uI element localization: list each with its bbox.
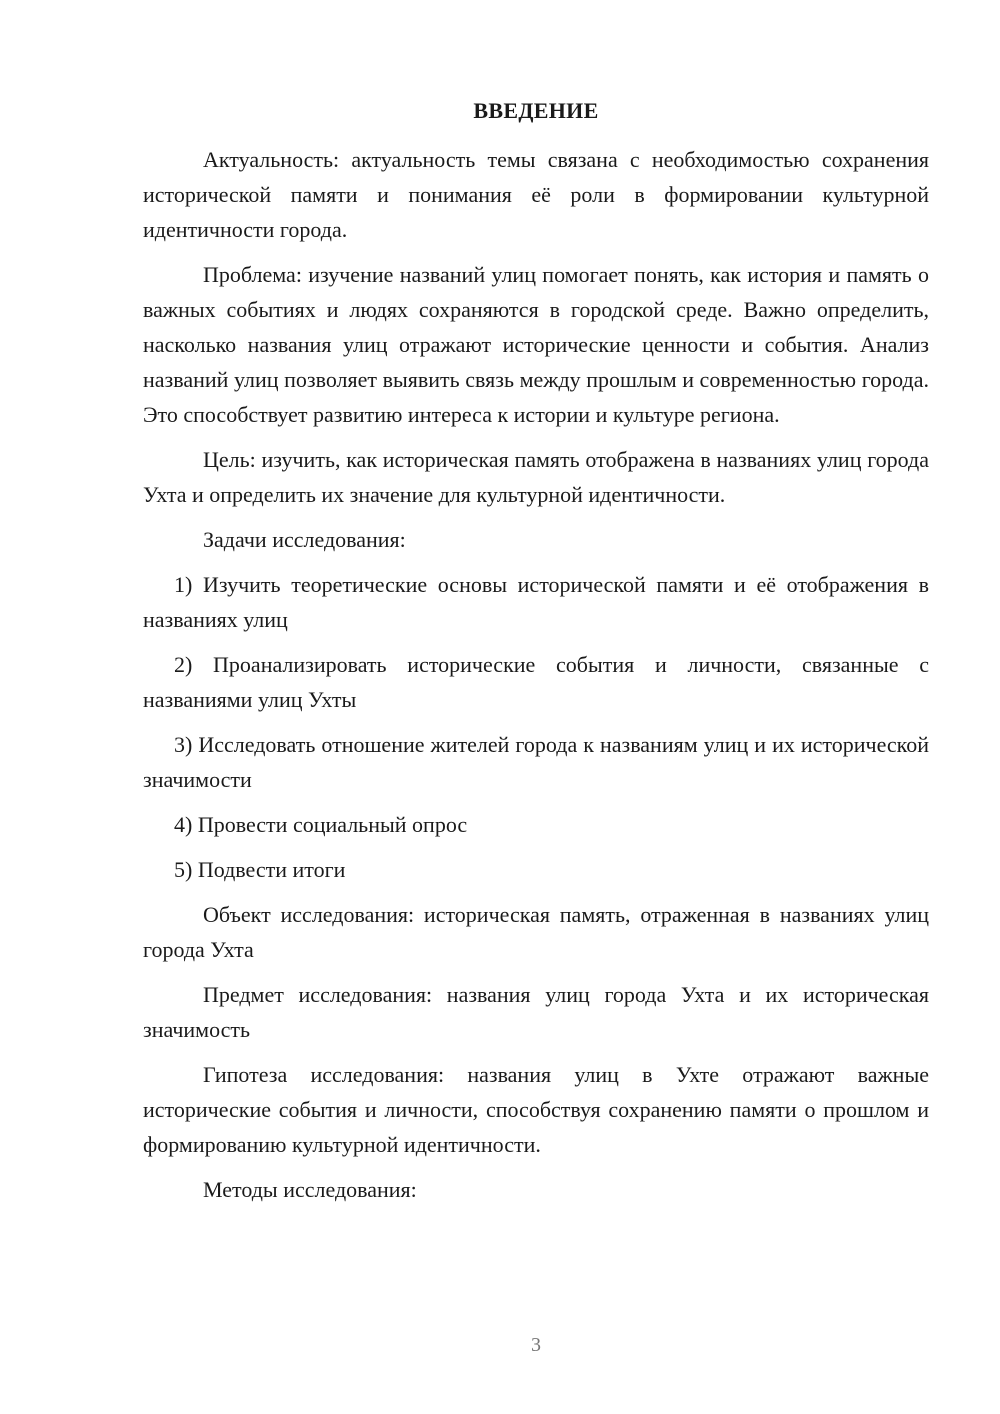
- task-item-1: 1) Изучить теоретические основы исторической памяти и её отображения в названиях улиц: [143, 572, 929, 632]
- subject-paragraph: Предмет исследования: названия улиц города Ухта и их историческая значимость: [143, 982, 929, 1042]
- problem-paragraph: Проблема: изучение названий улиц помогает понять, как история и память о важных событиях и людях сохраняются в городской среде. Важно определить, насколько названия улиц отражают исторические ценности и события. Анализ названий улиц позволяет выявить связь между прошлым и современностью города. Это способствует развитию интереса к истории и культуре региона.: [143, 262, 929, 427]
- methods-heading: Методы исследования:: [203, 1177, 417, 1202]
- tasks-heading: Задачи исследования:: [203, 527, 406, 552]
- object-paragraph: Объект исследования: историческая память, отраженная в названиях улиц города Ухта: [143, 902, 929, 962]
- page-number: 3: [531, 1334, 541, 1356]
- goal-paragraph: Цель: изучить, как историческая память отображена в названиях улиц города Ухта и определить их значение для культурной идентичности.: [143, 447, 929, 507]
- relevance-paragraph: Актуальность: актуальность темы связана с необходимостью сохранения исторической памяти и понимания её роли в формировании культурной идентичности города.: [143, 147, 929, 242]
- task-item-2: 2) Проанализировать исторические события и личности, связанные с названиями улиц Ухты: [143, 652, 929, 712]
- task-item-3: 3) Исследовать отношение жителей города к названиям улиц и их исторической значимости: [143, 732, 929, 792]
- task-item-4: 4) Провести социальный опрос: [174, 812, 468, 837]
- task-item-5: 5) Подвести итоги: [174, 857, 346, 882]
- hypothesis-paragraph: Гипотеза исследования: названия улиц в Ухте отражают важные исторические события и личности, способствуя сохранению памяти о прошлом и формированию культурной идентичности.: [143, 1062, 929, 1157]
- document-body: [143, 142, 929, 1217]
- section-title: ВВЕДЕНИЕ: [473, 98, 599, 123]
